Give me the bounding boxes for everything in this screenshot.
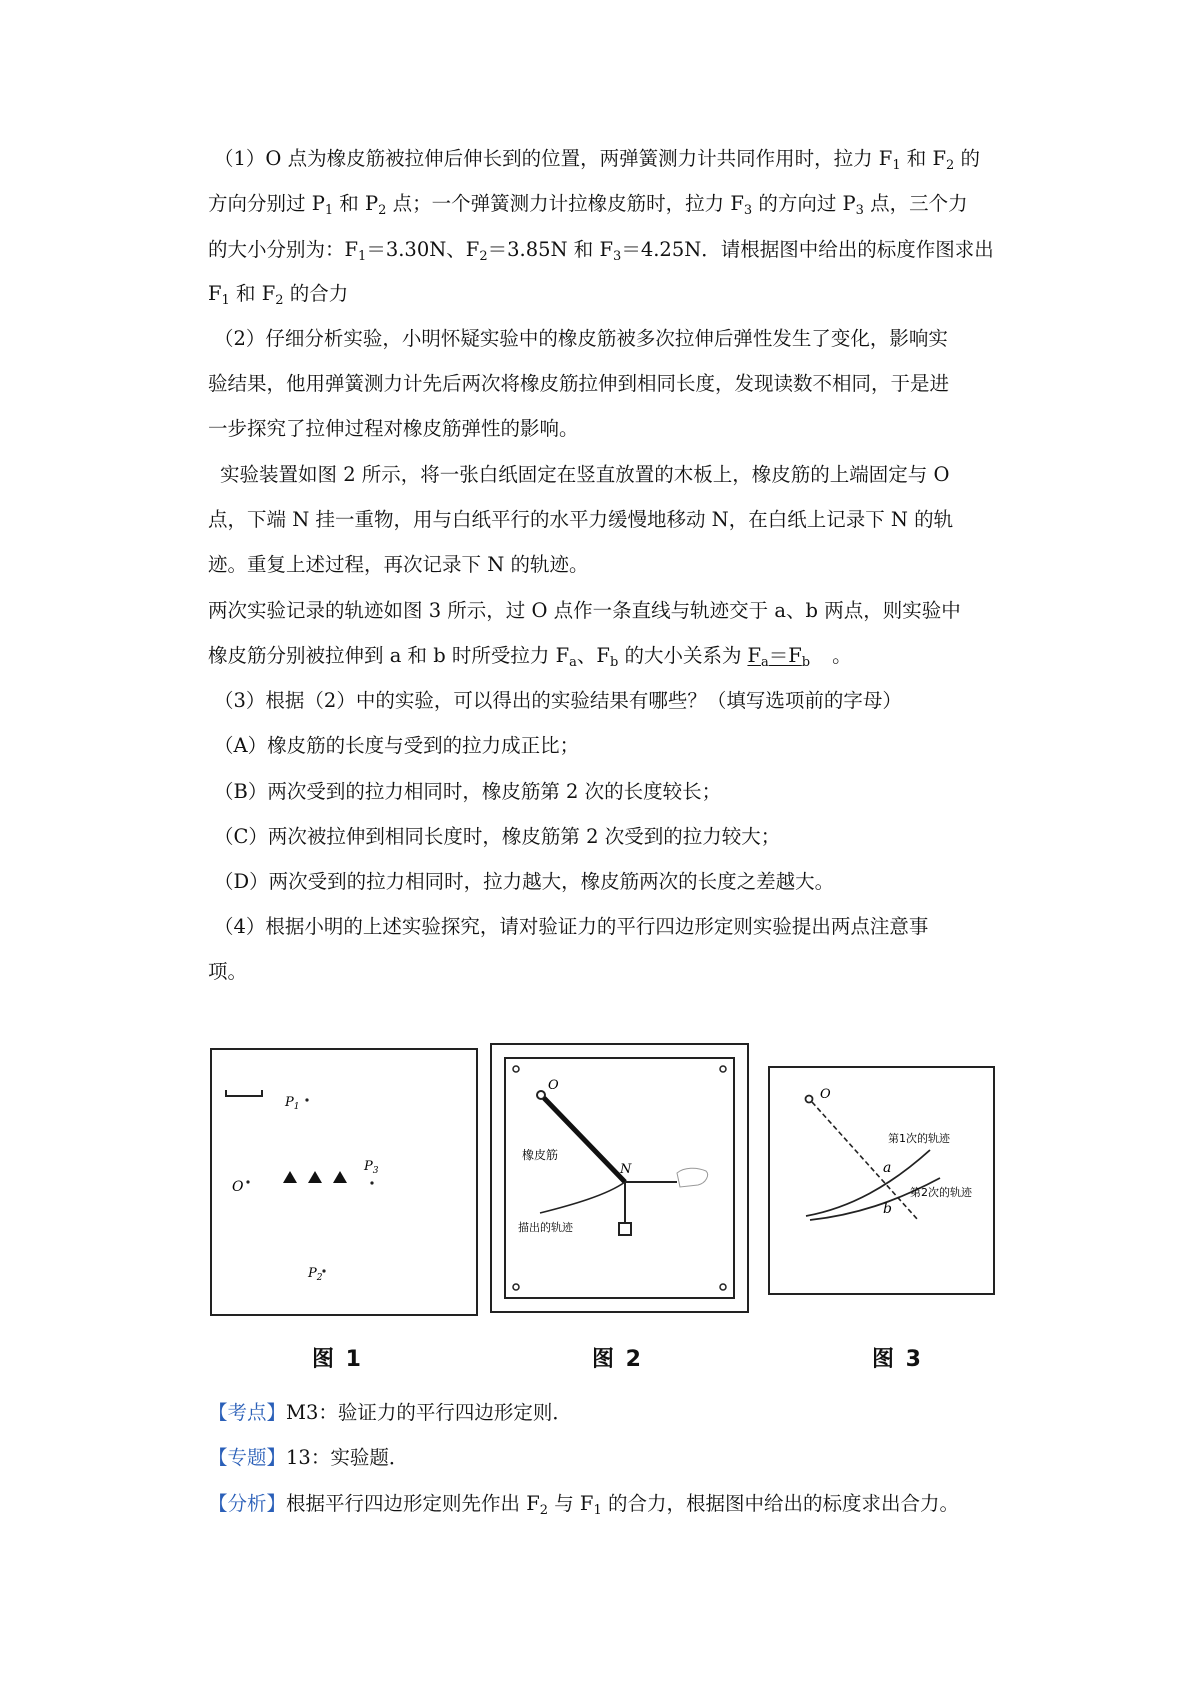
- q3-option-a: （A）橡皮筋的长度与受到的拉力成正比；: [214, 734, 580, 757]
- n-label: N: [620, 1162, 632, 1177]
- trajectory-1-label: 第1次的轨迹: [888, 1132, 950, 1145]
- kaodian-line: 【考点】M3：验证力的平行四边形定则．: [208, 1401, 572, 1424]
- trajectory-2-label: 第2次的轨迹: [910, 1186, 972, 1199]
- q1-line-1: （1）O 点为橡皮筋被拉伸后伸长到的位置，两弹簧测力计共同作用时，拉力 $F_1$ 和 $F_2$ 的: [214, 147, 981, 173]
- zhuanti-tag: 【专题】: [208, 1446, 287, 1469]
- p1-point: [305, 1098, 308, 1101]
- o-label: O: [548, 1078, 559, 1093]
- figure-2-drawing: [492, 1045, 747, 1311]
- p1-label: $P_1$: [285, 1095, 300, 1112]
- q3-line-1: （3）根据（2）中的实验，可以得出的实验结果有哪些？（填写选项前的字母）: [214, 689, 902, 712]
- o-label: O: [820, 1087, 831, 1102]
- a-label: a: [883, 1160, 892, 1176]
- o-point: [246, 1180, 249, 1183]
- fenxi-tag: 【分析】: [208, 1492, 287, 1515]
- triangle-marker: [333, 1171, 347, 1183]
- figure-3-caption: 图 3: [872, 1347, 923, 1372]
- triangle-marker: [308, 1171, 322, 1183]
- q2-line-7: 两次实验记录的轨迹如图 3 所示，过 O 点作一条直线与轨迹交于 a、b 两点，则实验中: [208, 599, 961, 622]
- q2-line-3: 一步探究了拉伸过程对橡皮筋弹性的影响。: [208, 417, 579, 440]
- figure-2: [490, 1043, 749, 1313]
- q3-option-b: （B）两次受到的拉力相同时，橡皮筋第 2 次的长度较长；: [214, 780, 722, 803]
- hand-sketch: [677, 1168, 708, 1187]
- p2-label: $P_2$: [308, 1266, 323, 1283]
- q1-line-4: $F_1$ 和 $F_2$ 的合力: [208, 282, 349, 308]
- trajectory-2: [810, 1178, 940, 1220]
- q2-line-2: 验结果，他用弹簧测力计先后两次将橡皮筋拉伸到相同长度，发现读数不相同，于是进: [208, 372, 950, 395]
- q2-line-8: 橡皮筋分别被拉伸到 a 和 b 时所受拉力 $F_a$、$F_b$ 的大小关系为 $F_a=F_b$ 。: [208, 644, 852, 670]
- o-anchor: [537, 1091, 545, 1099]
- figure-2-caption: 图 2: [592, 1347, 643, 1372]
- o-anchor: [806, 1096, 813, 1103]
- figure-1: [210, 1048, 478, 1316]
- rubber-band: [544, 1098, 625, 1182]
- rubber-band-label: 橡皮筋: [522, 1148, 559, 1162]
- figure-1-drawing: [212, 1050, 476, 1314]
- pin: [720, 1284, 726, 1290]
- o-label: O: [232, 1179, 244, 1195]
- figure-3-drawing: [770, 1068, 993, 1293]
- q1-line-3: 的大小分别为：$F_1=3.30N$、$F_2=3.85N$ 和 $F_3=4.25N$．请根据图中给出的标度作图求出: [208, 238, 994, 264]
- q2-line-1: （2）仔细分析实验，小明怀疑实验中的橡皮筋被多次拉伸后弹性发生了变化，影响实: [214, 327, 948, 350]
- weight-box: [619, 1223, 631, 1235]
- trajectory-1: [806, 1150, 930, 1216]
- pin: [720, 1066, 726, 1072]
- triangle-marker: [283, 1171, 297, 1183]
- q1-line-2: 方向分别过 $P_1$ 和 $P_2$ 点；一个弹簧测力计拉橡皮筋时，拉力 $F_3$ 的方向过 $P_3$ 点，三个力: [208, 192, 968, 218]
- q2-line-4: 实验装置如图 2 所示，将一张白纸固定在竖直放置的木板上，橡皮筋的上端固定与 O: [220, 463, 950, 486]
- b-label: b: [883, 1201, 892, 1217]
- p2-point: [322, 1269, 325, 1272]
- fenxi-line: 【分析】根据平行四边形定则先作出 $F_2$ 与 $F_1$ 的合力，根据图中给出的标度求出合力。: [208, 1492, 959, 1518]
- q2-line-5: 点，下端 N 挂一重物，用与白纸平行的水平力缓慢地移动 N，在白纸上记录下 N 的轨: [208, 508, 954, 531]
- scale-bar: [226, 1090, 262, 1096]
- pin: [513, 1066, 519, 1072]
- figure-3: [768, 1066, 995, 1295]
- q4-line-1: （4）根据小明的上述实验探究，请对验证力的平行四边形定则实验提出两点注意事: [214, 915, 929, 938]
- pin: [513, 1284, 519, 1290]
- p3-label: $P_3$: [364, 1159, 379, 1176]
- p3-point: [370, 1181, 373, 1184]
- q3-option-d: （D）两次受到的拉力相同时，拉力越大，橡皮筋两次的长度之差越大。: [214, 870, 835, 893]
- q3-option-c: （C）两次被拉伸到相同长度时，橡皮筋第 2 次受到的拉力较大；: [214, 825, 781, 848]
- trajectory-curve: [540, 1182, 625, 1213]
- trajectory-label: 描出的轨迹: [518, 1221, 573, 1234]
- zhuanti-line: 【专题】13：实验题．: [208, 1446, 409, 1469]
- dashed-line-through-o: [812, 1102, 918, 1220]
- kaodian-tag: 【考点】: [208, 1401, 287, 1424]
- q2-line-6: 迹。重复上述过程，再次记录下 N 的轨迹。: [208, 553, 589, 576]
- q4-line-2: 项。: [208, 960, 248, 983]
- answer-blank: $F_a=F_b$: [747, 644, 811, 670]
- figure-1-caption: 图 1: [312, 1347, 363, 1372]
